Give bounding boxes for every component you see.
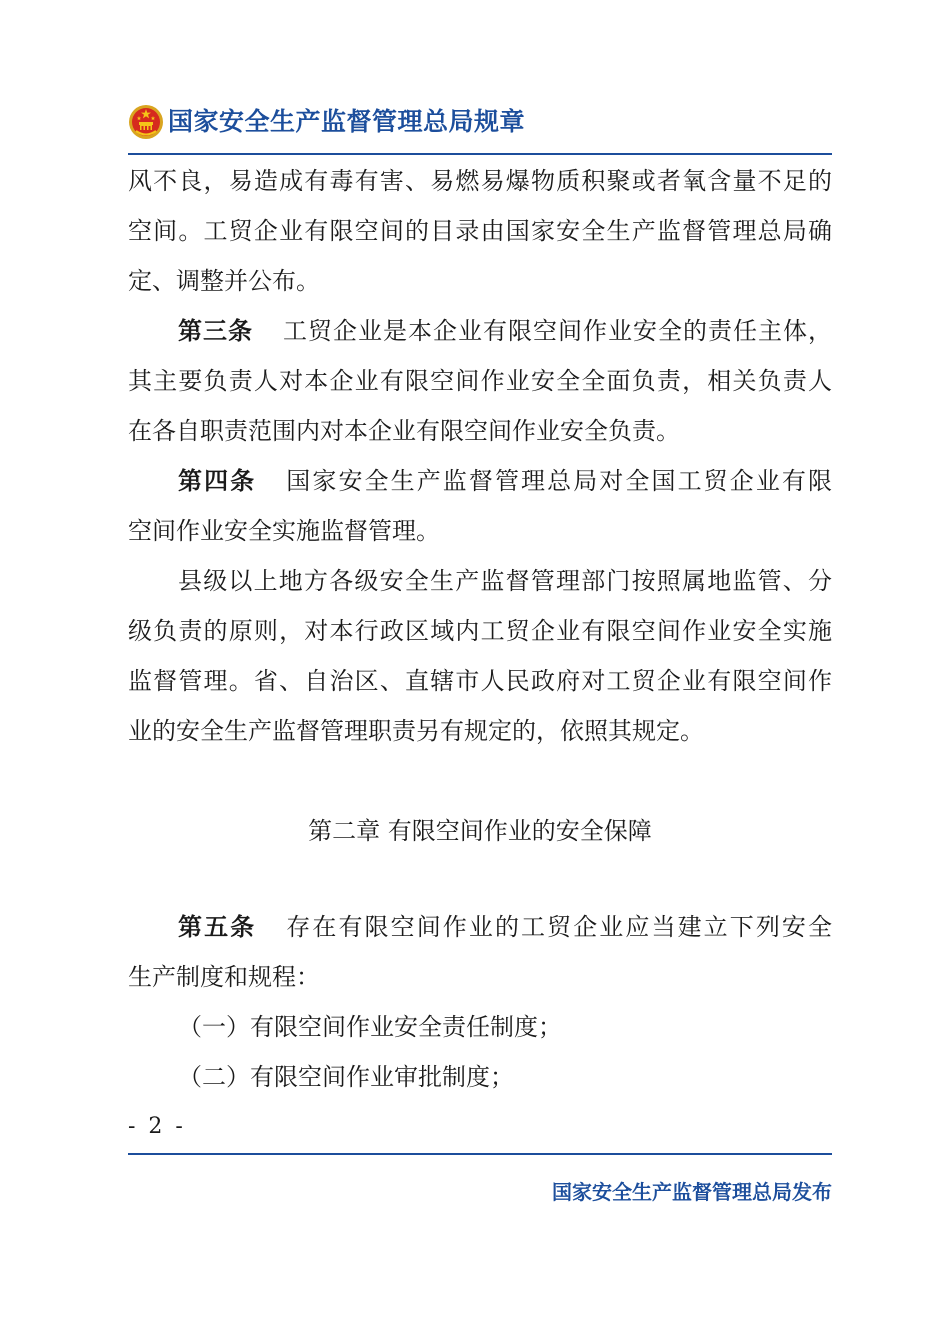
text-line: 级负责的原则，对本行政区域内工贸企业有限空间作业安全实施: [128, 617, 832, 645]
paragraph-definition: [128, 156, 832, 306]
list-item: （一）有限空间作业安全责任制度；: [178, 1013, 562, 1041]
text-line: 业的安全生产监督管理职责另有规定的，依照其规定。: [128, 717, 704, 745]
article-5: [128, 902, 832, 1002]
text-line: 定、调整并公布。: [128, 267, 320, 295]
chapter-heading: 第二章 有限空间作业的安全保障: [308, 817, 652, 845]
text-line: 空间。工贸企业有限空间的目录由国家安全生产监督管理总局确: [128, 217, 832, 245]
paragraph-local-supervision: [128, 556, 832, 756]
footer-publisher: 国家安全生产监督管理总局发布: [552, 1180, 832, 1204]
text-line: 生产制度和规程：: [128, 963, 320, 991]
text-line: 风不良，易造成有毒有害、易燃易爆物质积聚或者氧含量不足的: [128, 167, 832, 195]
national-emblem-icon: [128, 104, 164, 140]
header-divider: [128, 153, 832, 155]
list-item: （二）有限空间作业审批制度；: [178, 1063, 514, 1091]
page-number: - 2 -: [128, 1114, 186, 1139]
article-3: [128, 306, 832, 456]
footer-divider: [128, 1153, 832, 1155]
text-line: 其主要负责人对本企业有限空间作业安全全面负责，相关负责人: [128, 367, 832, 395]
text-line: 县级以上地方各级安全生产监督管理部门按照属地监管、分: [178, 567, 832, 595]
article-label: 第三条: [178, 317, 253, 345]
text-line: [128, 456, 832, 506]
text-line: [128, 902, 832, 952]
item-list: [128, 1002, 832, 1102]
article-text: 国家安全生产监督管理总局对全国工贸企业有限: [286, 467, 833, 495]
text-line: 监督管理。省、自治区、直辖市人民政府对工贸企业有限空间作: [128, 667, 832, 695]
article-4: [128, 456, 832, 556]
article-label: 第五条: [178, 913, 257, 941]
article-text: 存在有限空间作业的工贸企业应当建立下列安全: [286, 913, 833, 941]
text-line: 在各自职责范围内对本企业有限空间作业安全负责。: [128, 417, 680, 445]
document-body: [128, 156, 832, 1102]
page-header: [128, 100, 832, 152]
header-title: 国家安全生产监督管理总局规章: [168, 107, 526, 136]
text-line: [128, 306, 832, 356]
text-line: 空间作业安全实施监督管理。: [128, 517, 440, 545]
article-label: 第四条: [178, 467, 257, 495]
article-text: 工贸企业是本企业有限空间作业安全的责任主体，: [283, 317, 832, 345]
